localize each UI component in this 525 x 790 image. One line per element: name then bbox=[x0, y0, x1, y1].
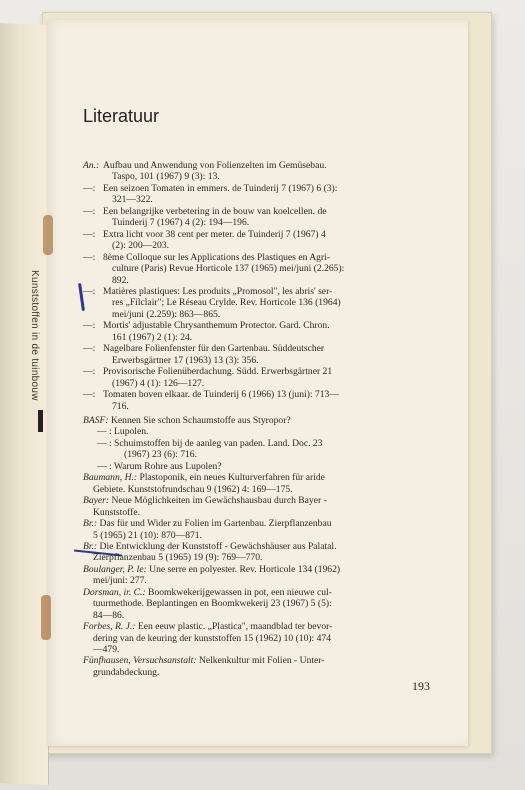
entry-author: Baumann, H.: bbox=[83, 472, 140, 484]
entry-lead: —: bbox=[83, 320, 96, 332]
entry-line bbox=[83, 495, 468, 506]
entry-line: 892. bbox=[112, 274, 129, 286]
entry-author: Bayer: bbox=[83, 495, 112, 507]
reference-entry bbox=[83, 286, 468, 320]
entry-line: Een belangrijke verbetering in de bouw van koelcellen. de bbox=[103, 205, 327, 217]
entry-text: Plastoponik, ein neues Kulturverfahren für aride bbox=[139, 472, 325, 484]
entry-lead: —: bbox=[83, 343, 96, 355]
entry-text: Een eeuw plastic. „Plastica", maandblad ter bevor- bbox=[137, 621, 333, 633]
reference-entry bbox=[83, 621, 468, 655]
entry-text bbox=[103, 206, 468, 229]
entry-text: Die Entwicklung der Kunststoff - Gewächshäuser aus Palatal. bbox=[99, 540, 337, 552]
entry-text bbox=[103, 320, 468, 343]
entry-line: Provisorische Folienüberdachung. Südd. Erwerbsgärtner 21 bbox=[103, 366, 333, 378]
page-number: 193 bbox=[412, 679, 430, 693]
reference-entry bbox=[83, 541, 468, 564]
entry-line: 161 (1967) 2 (1): 24. bbox=[112, 331, 193, 343]
entry-line bbox=[83, 552, 468, 563]
reference-entry bbox=[83, 320, 468, 343]
entry-text bbox=[103, 183, 468, 206]
entry-text: dering van de keuring der kunststoffen 15 (1962) 10 (10): 474 bbox=[93, 632, 332, 644]
entry-text bbox=[103, 343, 468, 366]
entry-line: culture (Paris) Revue Horticole 137 (1965) mei/juni (2.265): bbox=[112, 263, 345, 275]
reference-entry bbox=[83, 229, 468, 252]
entry-lead: —: bbox=[83, 366, 96, 378]
entry-lead: —: bbox=[83, 182, 96, 194]
entry-text: Zierpflanzenbau 5 (1965) 19 (9): 769—770. bbox=[93, 552, 263, 564]
author-entries bbox=[83, 472, 468, 678]
reference-entry bbox=[83, 495, 468, 518]
entry-text: Gebiete. Kunststofrundschau 9 (1962) 4: 169—175. bbox=[93, 483, 293, 495]
entry-line: 321—322. bbox=[112, 194, 153, 206]
reference-entry bbox=[83, 366, 468, 389]
entry-line: 716. bbox=[112, 400, 129, 412]
entry-line bbox=[83, 507, 468, 518]
entry-line bbox=[83, 644, 468, 655]
entry-lead: —: bbox=[83, 389, 96, 401]
entry-text: Neue Möglichkeiten im Gewächshausbau durch Bayer - bbox=[111, 495, 327, 507]
entry-text: Kunststoffe. bbox=[93, 506, 140, 518]
reference-entry bbox=[83, 343, 468, 366]
entry-line: Extra licht voor 38 cent per meter. de Tuinderij 7 (1967) 4 bbox=[103, 228, 326, 240]
entry-lead: —: bbox=[83, 285, 96, 297]
reference-entry bbox=[83, 160, 468, 183]
reference-entry bbox=[83, 472, 468, 495]
entry-line bbox=[83, 472, 468, 483]
entry-text: 84—86. bbox=[93, 609, 125, 621]
entry-line bbox=[83, 484, 468, 495]
rust-stain bbox=[41, 595, 51, 640]
left-page-edge bbox=[0, 23, 49, 785]
entry-line bbox=[83, 655, 468, 666]
entry-line bbox=[83, 518, 468, 529]
entry-line: 8ème Colloque sur les Applications des Plastiques en Agri- bbox=[103, 251, 331, 263]
entry-line: Mortis' adjustable Chrysanthemum Protector. Gard. Chron. bbox=[103, 320, 330, 332]
reference-entry bbox=[83, 415, 468, 472]
entry-line bbox=[83, 541, 468, 552]
entry-text bbox=[103, 229, 468, 252]
entry-line: Erwerbsgärtner 17 (1963) 13 (3): 356. bbox=[112, 354, 259, 366]
entry-line bbox=[83, 530, 468, 541]
reference-list bbox=[83, 160, 468, 678]
entry-text bbox=[103, 389, 468, 412]
reference-entry bbox=[83, 389, 468, 412]
reference-entry bbox=[83, 587, 468, 621]
entry-line bbox=[83, 610, 468, 621]
entry-author: Br.: bbox=[83, 518, 100, 530]
entry-line: — : Schuimstoffen bij de aanleg van paden. Land. Doc. 23 bbox=[97, 437, 323, 449]
reference-entry bbox=[83, 183, 468, 206]
entry-text: —479. bbox=[93, 644, 120, 656]
reference-entry bbox=[83, 518, 468, 541]
reference-entry bbox=[83, 252, 468, 286]
entry-line: (1967) 23 (6): 716. bbox=[124, 449, 198, 461]
entry-author: BASF: bbox=[83, 414, 111, 426]
entry-line: Een seizoen Tomaten in emmers. de Tuinderij 7 (1967) 6 (3): bbox=[103, 182, 338, 194]
anonymous-entries bbox=[83, 160, 468, 412]
entry-text bbox=[103, 366, 468, 389]
entry-text: Kennen Sie schon Schaumstoffe aus Styropor? bbox=[110, 414, 291, 426]
entry-lead: —: bbox=[83, 251, 96, 263]
entry-line: Taspo, 101 (1967) 9 (3): 13. bbox=[112, 171, 220, 183]
entry-text: mei/juni: 277. bbox=[93, 575, 147, 587]
spine-mark bbox=[38, 410, 43, 432]
entry-author: Boulanger, P. le: bbox=[83, 563, 150, 575]
entry-text: Das für und Wider zu Folien im Gartenbau. Zierpflanzenbau bbox=[99, 518, 332, 530]
entry-text: Une serre en polyester. Rev. Horticole 134 (1962) bbox=[149, 563, 341, 575]
entry-line bbox=[83, 621, 468, 632]
spine-title: Kunststoffen in de tuinbouw bbox=[29, 270, 40, 401]
entry-line: — : Lupolen. bbox=[97, 426, 149, 438]
entry-text bbox=[103, 160, 468, 183]
entry-line: Nagelbare Folienfenster für den Gartenbau. Süddeutscher bbox=[103, 343, 325, 355]
entry-text: grundabdeckung. bbox=[93, 666, 160, 678]
entry-lead: —: bbox=[83, 228, 96, 240]
entry-line bbox=[83, 587, 468, 598]
basf-entries bbox=[83, 415, 468, 472]
entry-line bbox=[83, 667, 468, 678]
page-heading: Literatuur bbox=[83, 106, 160, 126]
reference-entry bbox=[83, 206, 468, 229]
entry-line: Aufbau und Anwendung von Folienzelten im Gemüsebau. bbox=[103, 160, 327, 171]
entry-line: mei/juni (2.259): 863—865. bbox=[112, 308, 221, 320]
entry-text bbox=[103, 286, 468, 320]
entry-line: Tuinderij 7 (1967) 4 (2): 194—196. bbox=[112, 217, 250, 229]
entry-text: 5 (1965) 21 (10): 870—871. bbox=[93, 529, 202, 541]
entry-line bbox=[83, 415, 468, 426]
entry-line: res „Filclair"; Le Réseau Crylde. Rev. Horticole 136 (1964) bbox=[112, 297, 341, 309]
entry-text: tuurmethode. Beplantingen en Boomkwekerij 23 (1967) 5 (5): bbox=[93, 598, 332, 610]
reference-entry bbox=[83, 655, 468, 678]
entry-line: Matières plastiques: Les produits „Promosol", les abris' ser- bbox=[103, 285, 333, 297]
entry-line: Tomaten boven elkaar. de Tuinderij 6 (1966) 13 (juni): 713— bbox=[103, 389, 339, 401]
entry-author: Fünfhausen, Versuchsanstalt: bbox=[83, 655, 199, 667]
entry-text: Boomkwekerijgewassen in pot, een nieuwe cul- bbox=[148, 586, 332, 598]
book-page bbox=[47, 20, 468, 746]
entry-lead: An.: bbox=[83, 160, 100, 171]
entry-lead: —: bbox=[83, 205, 96, 217]
entry-line: (1967) 4 (1): 126—127. bbox=[112, 377, 205, 389]
entry-author: Br.: bbox=[83, 540, 100, 552]
rust-stain bbox=[43, 215, 53, 255]
entry-author: Forbes, R. J.: bbox=[83, 621, 138, 633]
entry-line bbox=[83, 598, 468, 609]
entry-line: (2): 200—203. bbox=[112, 240, 170, 252]
reference-entry bbox=[83, 564, 468, 587]
entry-author: Dorsman, ir. C.: bbox=[83, 586, 149, 598]
entry-line bbox=[83, 633, 468, 644]
entry-line bbox=[83, 564, 468, 575]
entry-line bbox=[83, 575, 468, 586]
entry-line: — : Warum Rohre aus Lupolen? bbox=[97, 460, 222, 472]
entry-text: Nelkenkultur mit Folien - Unter- bbox=[198, 655, 325, 667]
entry-text bbox=[103, 252, 468, 286]
